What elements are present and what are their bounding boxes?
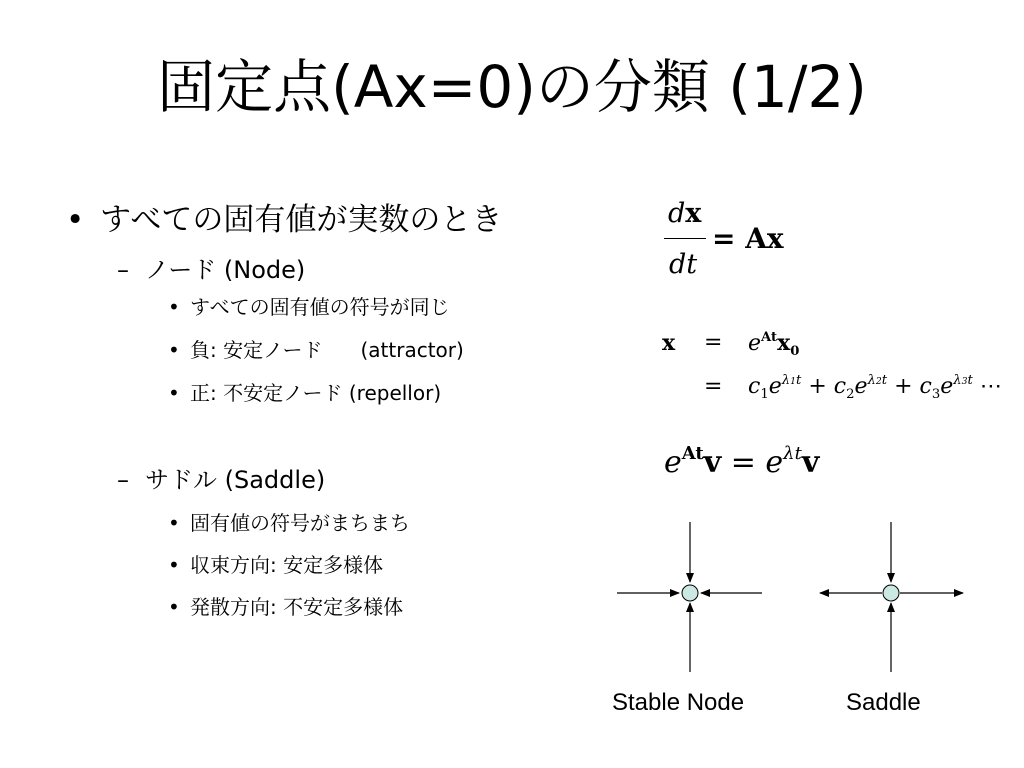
eq2-lhs: x [662, 330, 676, 356]
saddle-fixed-point [883, 585, 899, 601]
bullet-saddle: – サドル (Saddle) [117, 466, 326, 494]
stable-fixed-point [682, 585, 698, 601]
stable-node-caption: Stable Node [612, 689, 745, 716]
eq2-term-2: $c_2e^{\lambda 2t}$ [833, 372, 888, 402]
bullet-real-eigenvalues: • すべての固有値が実数のとき [66, 202, 503, 238]
page-title: 固定点(Ax=0)の分類 (1/2) [157, 53, 867, 121]
bullet-node-same-sign: • すべての固有値の符号が同じ [168, 295, 450, 319]
eq1-rhs: = Ax [712, 222, 784, 255]
eq2-equals: = [704, 330, 723, 355]
eq1-fraction-bar [664, 238, 706, 239]
bullet-saddle-stable-manifold: • 収束方向: 安定多様体 [168, 553, 384, 577]
saddle-caption: Saddle [846, 689, 921, 716]
eq1-numerator: dx [668, 198, 702, 229]
eq2-term-3: $c_3e^{\lambda 3t}$ [919, 372, 973, 402]
eq2-expansion: $c_1e^{\lambda 1t} + c_2e^{\lambda 2t} + c_3e^{\lambda 3t}$ ⋯ [748, 372, 1002, 402]
equation-eigen: $e^{At}v = e^{\lambda t}v$ [664, 443, 820, 480]
eq2-term-1: $c_1e^{\lambda 1t}$ [748, 372, 802, 402]
eq1-denominator: dt [669, 249, 698, 280]
eq2-line2-equals: = [704, 374, 723, 399]
bullet-node-negative: • 負: 安定ノード (attractor) [168, 338, 464, 362]
bullet-node: – ノード (Node) [117, 256, 306, 284]
saddle-diagram [820, 522, 963, 672]
stable-node-diagram [617, 522, 762, 672]
bullet-node-positive: • 正: 不安定ノード (repellor) [168, 381, 442, 405]
eq2-exp: $e^{At}x_0$ [748, 329, 800, 359]
bullet-saddle-unstable-manifold: • 発散方向: 不安定多様体 [168, 595, 404, 619]
bullet-saddle-mixed-sign: • 固有値の符号がまちまち [168, 511, 410, 535]
